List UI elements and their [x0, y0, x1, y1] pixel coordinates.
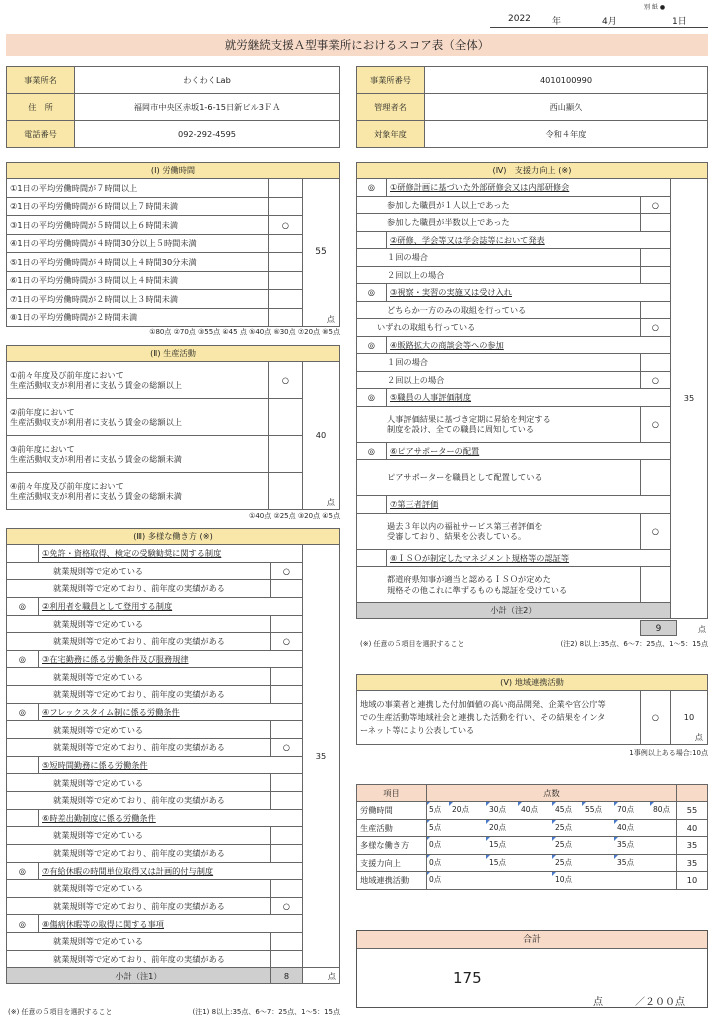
total-value: 175 [453, 969, 482, 987]
summary-point-option: 15点 [489, 857, 507, 867]
diverse-selected-mark: ◎ [7, 703, 39, 721]
support-option: ２回以上の場合 [357, 266, 641, 284]
diverse-check-selected: ○ [271, 562, 303, 580]
support-option-line1: 都道府県知事が適当と認めるＩＳＯが定めた [387, 574, 551, 585]
hours-check [269, 308, 303, 327]
summary-item-score: 35 [677, 837, 708, 855]
diverse-item-heading: ⑦有給休暇の時間単位取得又は計画的付与制度 [39, 862, 303, 880]
diverse-item-heading: ②利用者を職員として登用する制度 [39, 597, 303, 615]
section-5-unit: 点 [694, 731, 703, 742]
date-underline [490, 27, 708, 28]
diverse-subtotal: 8 [271, 968, 303, 984]
production-row-line1: ②前年度において [10, 406, 75, 417]
manager-name: 西山顯久 [425, 94, 708, 121]
support-check [641, 266, 671, 284]
diverse-check [271, 580, 303, 598]
summary-item-score: 40 [677, 819, 708, 837]
summary-table [356, 784, 708, 890]
summary-point-option: 5点 [429, 805, 442, 814]
summary-point-option: 5点 [429, 822, 442, 832]
form-label: 別 紙 ● [644, 4, 666, 11]
support-option-line1: 人事評価結果に基づき定期に昇給を判定する [387, 413, 551, 424]
section-5-title: (Ⅴ) 地域連携活動 [357, 675, 708, 691]
diverse-item-heading: ③在宅勤務に係る労働条件及び服務規律 [39, 650, 303, 668]
production-row-line1: ④前々年度及び前年度において [10, 480, 124, 491]
diverse-option: 就業規則等で定めており、前年度の実績がある [7, 633, 271, 651]
diverse-check [271, 880, 303, 898]
diverse-check [271, 844, 303, 862]
diverse-mark-cell [7, 756, 39, 774]
hours-row: ⑥1日の平均労働時間が３時間以上４時間未満 [7, 271, 269, 290]
date-year: 2022 [508, 14, 531, 24]
support-subtotal: 9 [640, 620, 677, 636]
section-support [356, 162, 708, 619]
section-4-title: (Ⅳ) 支援力向上 (※) [357, 163, 708, 179]
support-check-selected: ○ [641, 196, 671, 214]
hours-row: ⑤1日の平均労働時間が４時間以上４時間30分未満 [7, 253, 269, 272]
date-month: 4月 [602, 17, 617, 27]
office-info-left [6, 66, 340, 148]
summary-point-option: 45点 [555, 805, 573, 814]
community-text-line2: での生産活動等地域社会と連携した活動を行い、その結果をインタ [360, 712, 606, 723]
support-check [641, 460, 671, 496]
office-number: 4010100990 [425, 67, 708, 94]
support-item-heading: ④販路拡大の商談会等への参加 [387, 336, 671, 354]
manager-label: 管理者名 [357, 94, 425, 121]
summary-point-option: 80点 [653, 805, 671, 814]
summary-item-score: 55 [677, 802, 708, 820]
support-subtotal-unit: 点 [698, 625, 706, 634]
diverse-check [271, 933, 303, 951]
date-year-unit: 年 [552, 17, 562, 27]
diverse-option: 就業規則等で定めており、前年度の実績がある [7, 791, 271, 809]
hours-row: ⑧1日の平均労働時間が２時間未満 [7, 308, 269, 327]
production-row-line2: 生産活動収支が利用者に支払う賃金の総額未満 [10, 491, 182, 501]
hours-check [269, 197, 303, 216]
diverse-option: 就業規則等で定めている [7, 933, 271, 951]
office-address: 福岡市中央区赤坂1-6-15日新ビル3ＦＡ [75, 94, 340, 121]
diverse-mark-cell [7, 545, 39, 563]
summary-item-name: 生産活動 [357, 819, 427, 837]
support-item-heading: ③視察・実習の実施又は受け入れ [387, 284, 671, 302]
support-selected-mark: ◎ [357, 389, 387, 407]
diverse-check-selected: ○ [271, 897, 303, 915]
summary-item-score: 10 [677, 872, 708, 890]
support-check [641, 301, 671, 319]
office-phone: 092-292-4595 [75, 121, 340, 148]
summary-header-points: 点数 [427, 785, 677, 802]
support-option-line2: 制度を設け、全ての職員に周知している [387, 424, 535, 434]
support-selected-mark: ◎ [357, 284, 387, 302]
diverse-option: 就業規則等で定めており、前年度の実績がある [7, 950, 271, 968]
diverse-option: 就業規則等で定めている [7, 774, 271, 792]
support-option: １回の場合 [357, 249, 641, 267]
hours-check [269, 234, 303, 253]
section-1-note: ①80点 ②70点 ③55点 ④45 点 ⑤40点 ⑥30点 ⑦20点 ⑧5点 [149, 328, 340, 336]
summary-item-name: 労働時間 [357, 802, 427, 820]
hours-check [269, 179, 303, 198]
summary-point-option: 40点 [521, 805, 539, 814]
community-text-line3: ーネット等により公表している [360, 724, 475, 735]
section-community [356, 674, 708, 745]
support-check [641, 214, 671, 232]
support-item-heading: ②研修、学会等又は学会誌等において発表 [387, 231, 671, 249]
diverse-item-heading: ①免許・資格取得、検定の受験勧奨に関する制度 [39, 545, 303, 563]
summary-item-name: 支援力向上 [357, 854, 427, 872]
section-3-score: 35 [303, 545, 340, 968]
diverse-check [271, 615, 303, 633]
diverse-check-selected: ○ [271, 633, 303, 651]
section-1-unit: 点 [326, 313, 335, 324]
summary-point-option: 55点 [585, 805, 603, 814]
support-item-heading: ①研修計画に基づいた外部研修会又は内部研修会 [387, 179, 671, 197]
section-1-title: (Ⅰ) 労働時間 [7, 163, 340, 179]
production-row-line2: 生産活動収支が利用者に支払う賃金の総額未満 [10, 454, 182, 464]
summary-header-item: 項目 [357, 785, 427, 802]
support-check-selected: ○ [641, 406, 671, 442]
support-option-line2: 受審しており、結果を公表している。 [387, 531, 527, 541]
date-day: 1日 [672, 17, 687, 27]
hours-check [269, 253, 303, 272]
production-check [269, 399, 303, 436]
diverse-mark-cell [7, 809, 39, 827]
community-text-line1: 地域の事業者と連携した付加価値の高い商品開発、企業や官公庁等 [360, 699, 606, 710]
production-row-line2: 生産活動収支が利用者に支払う賃金の総額以上 [10, 380, 182, 390]
diverse-option: 就業規則等で定めている [7, 615, 271, 633]
support-item-heading: ⑦第三者評価 [387, 496, 671, 514]
support-check [641, 354, 671, 372]
hours-row: ②1日の平均労働時間が６時間以上７時間未満 [7, 197, 269, 216]
hours-check [269, 290, 303, 309]
summary-point-option: 25点 [555, 822, 573, 832]
summary-point-option: 20点 [452, 805, 470, 814]
support-option: どちらか一方のみの取組を行っている [357, 301, 641, 319]
summary-points-scale [427, 802, 677, 820]
diverse-option: 就業規則等で定めており、前年度の実績がある [7, 844, 271, 862]
diverse-option: 就業規則等で定めている [7, 880, 271, 898]
summary-point-option: 40点 [617, 822, 635, 832]
summary-point-option: 20点 [489, 822, 507, 832]
production-check [269, 473, 303, 510]
production-check-selected: ○ [269, 362, 303, 399]
community-check-selected: ○ [641, 691, 671, 745]
production-row-line1: ①前々年度及び前年度において [10, 369, 124, 380]
diverse-check [271, 950, 303, 968]
section-3-title: (Ⅲ) 多様な働き方 (※) [7, 529, 340, 545]
section-4-note-left: (※) 任意の５項目を選択すること [360, 640, 465, 648]
section-4-score: 35 [683, 393, 695, 404]
section-3-note-right: (注1) 8以上:35点、6～7：25点、1～5：15点 [192, 1008, 340, 1016]
section-2-score: 40 [315, 430, 327, 441]
summary-item-score: 35 [677, 854, 708, 872]
summary-points-scale [427, 837, 677, 855]
fiscal-year-label: 対象年度 [357, 121, 425, 148]
summary-points-scale [427, 872, 677, 890]
diverse-subtotal-label: 小計（注1） [7, 968, 271, 984]
diverse-selected-mark: ◎ [7, 915, 39, 933]
diverse-option: 就業規則等で定めている [7, 668, 271, 686]
office-name-label: 事業所名 [7, 67, 75, 94]
summary-point-option: 70点 [617, 805, 635, 814]
production-row-line1: ③前年度において [10, 443, 75, 454]
support-option-line1: 過去３年以内の福祉サービス第三者評価を [387, 520, 543, 531]
office-phone-label: 電話番号 [7, 121, 75, 148]
section-4-note-right: (注2) 8以上:35点、6～7：25点、1～5：15点 [560, 640, 708, 648]
hours-row: ③1日の平均労働時間が５時間以上６時間未満 [7, 216, 269, 235]
section-working-hours [6, 162, 340, 327]
support-option: いずれの取組も行っている [357, 319, 641, 337]
summary-point-option: 0点 [429, 840, 442, 849]
summary-point-option: 25点 [555, 857, 573, 867]
total-box [356, 930, 708, 1008]
summary-point-option: 15点 [489, 840, 507, 849]
summary-points-scale [427, 854, 677, 872]
total-label: 合計 [357, 931, 707, 949]
hours-row: ①1日の平均労働時間が７時間以上 [7, 179, 269, 198]
summary-item-name: 多様な働き方 [357, 837, 427, 855]
support-option: ２回以上の場合 [357, 371, 641, 389]
diverse-selected-mark: ◎ [7, 650, 39, 668]
diverse-option: 就業規則等で定めている [7, 827, 271, 845]
hours-check [269, 271, 303, 290]
summary-point-option: 25点 [555, 840, 573, 849]
summary-item-name: 地域連携活動 [357, 872, 427, 890]
diverse-option: 就業規則等で定めており、前年度の実績がある [7, 686, 271, 704]
support-check-selected: ○ [641, 371, 671, 389]
diverse-check [271, 774, 303, 792]
summary-point-option: 0点 [429, 875, 442, 884]
hours-check-selected: ○ [269, 216, 303, 235]
office-number-label: 事業所番号 [357, 67, 425, 94]
support-item-heading: ⑥ピアサポーターの配置 [387, 442, 671, 460]
diverse-item-heading: ④フレックスタイム制に係る労働条件 [39, 703, 303, 721]
summary-point-option: 0点 [429, 857, 442, 867]
support-selected-mark: ◎ [357, 442, 387, 460]
diverse-subtotal-unit: 点 [303, 968, 340, 984]
diverse-option: 就業規則等で定めており、前年度の実績がある [7, 897, 271, 915]
diverse-selected-mark: ◎ [7, 862, 39, 880]
support-option-line2: 規格その他これに準ずるものも認証を受けている [387, 584, 568, 595]
hours-row: ⑦1日の平均労働時間が２時間以上３時間未満 [7, 290, 269, 309]
section-production [6, 345, 340, 510]
diverse-check-selected: ○ [271, 739, 303, 757]
summary-point-option: 30点 [489, 805, 507, 814]
support-check-selected: ○ [641, 513, 671, 549]
total-unit: 点 [593, 997, 603, 1008]
diverse-option: 就業規則等で定めており、前年度の実績がある [7, 739, 271, 757]
section-3-note-left: (※) 任意の５項目を選択すること [8, 1008, 113, 1016]
diverse-option: 就業規則等で定めており、前年度の実績がある [7, 580, 271, 598]
diverse-check [271, 827, 303, 845]
section-5-note: 1事例以上ある場合:10点 [629, 749, 708, 757]
office-address-label: 住 所 [7, 94, 75, 121]
total-max: ／２００点 [635, 997, 685, 1008]
diverse-item-heading: ⑧傷病休暇等の取得に関する事項 [39, 915, 303, 933]
diverse-item-heading: ⑥時差出勤制度に係る労働条件 [39, 809, 303, 827]
support-option: 参加した職員が１人以上であった [357, 196, 641, 214]
summary-point-option: 35点 [617, 840, 635, 849]
section-2-unit: 点 [326, 496, 335, 507]
diverse-item-heading: ⑤短時間勤務に係る労働条件 [39, 756, 303, 774]
support-item-heading: ⑧ＩＳＯが制定したマネジメント規格等の認証等 [387, 549, 671, 567]
summary-points-scale [427, 819, 677, 837]
support-check [641, 249, 671, 267]
diverse-selected-mark: ◎ [7, 597, 39, 615]
support-option: ピアサポーターを職員として配置している [357, 460, 641, 496]
hours-row: ④1日の平均労働時間が４時間30分以上５時間未満 [7, 234, 269, 253]
diverse-option: 就業規則等で定めている [7, 562, 271, 580]
production-row-line2: 生産活動収支が利用者に支払う賃金の総額以上 [10, 417, 182, 427]
fiscal-year: 令和４年度 [425, 121, 708, 148]
page-title: 就労継続支援Ａ型事業所におけるスコア表（全体） [6, 34, 708, 56]
diverse-check [271, 686, 303, 704]
section-2-title: (Ⅱ) 生産活動 [7, 346, 340, 362]
support-selected-mark: ◎ [357, 179, 387, 197]
section-1-score: 55 [315, 247, 327, 258]
support-check [641, 567, 671, 603]
diverse-check [271, 668, 303, 686]
support-selected-mark: ◎ [357, 336, 387, 354]
diverse-check [271, 791, 303, 809]
section-2-note: ①40点 ②25点 ③20点 ④5点 [249, 512, 340, 520]
section-5-score: 10 [683, 712, 695, 723]
production-check [269, 436, 303, 473]
diverse-option: 就業規則等で定めている [7, 721, 271, 739]
office-name: わくわくLab [75, 67, 340, 94]
support-item-heading: ⑤職員の人事評価制度 [387, 389, 671, 407]
support-option: １回の場合 [357, 354, 641, 372]
support-subtotal-label: 小計（注2） [357, 603, 671, 619]
diverse-check [271, 721, 303, 739]
office-info-right [356, 66, 708, 148]
support-check-selected: ○ [641, 319, 671, 337]
section-diverse-work [6, 528, 340, 984]
summary-point-option: 35点 [617, 857, 635, 867]
support-option: 参加した職員が半数以上であった [357, 214, 641, 232]
summary-point-option: 10点 [555, 875, 573, 884]
